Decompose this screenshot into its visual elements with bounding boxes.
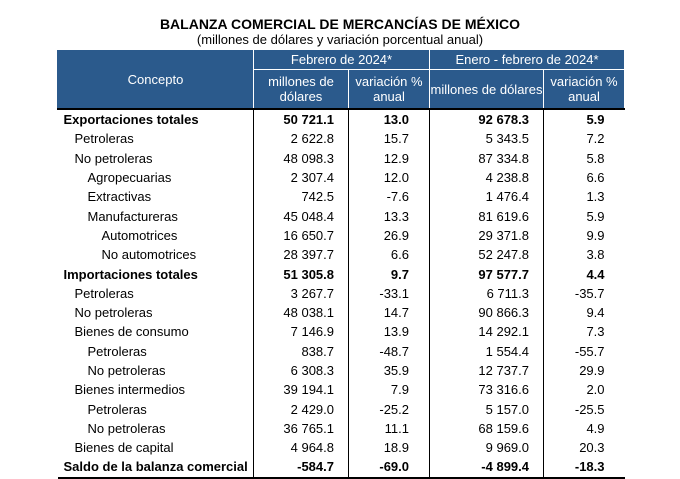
cell-value-janfeb: 5 157.0 xyxy=(430,399,544,418)
cell-value-janfeb: 4 238.8 xyxy=(430,168,544,187)
cell-value-janfeb: 92 678.3 xyxy=(430,109,544,129)
cell-value-janfeb: -4 899.4 xyxy=(430,457,544,477)
cell-value-feb: 6 308.3 xyxy=(254,361,349,380)
cell-pct-feb: -25.2 xyxy=(349,399,430,418)
table-row xyxy=(58,109,625,129)
cell-value-feb: 742.5 xyxy=(254,187,349,206)
cell-pct-feb: 9.7 xyxy=(349,264,430,283)
cell-value-janfeb: 81 619.6 xyxy=(430,206,544,225)
header-millones-2: millones de dólares xyxy=(430,70,544,110)
cell-pct-janfeb: 5.8 xyxy=(544,149,625,168)
table-row xyxy=(58,303,625,322)
cell-value-janfeb: 68 159.6 xyxy=(430,419,544,438)
cell-pct-janfeb: -18.3 xyxy=(544,457,625,477)
cell-pct-janfeb: 2.0 xyxy=(544,380,625,399)
cell-pct-feb: -48.7 xyxy=(349,342,430,361)
row-label: Agropecuarias xyxy=(87,170,172,186)
cell-value-feb: 2 429.0 xyxy=(254,399,349,418)
cell-pct-feb: 6.6 xyxy=(349,245,430,264)
cell-pct-janfeb: 9.9 xyxy=(544,226,625,245)
cell-value-feb: 4 964.8 xyxy=(254,438,349,457)
cell-value-feb: 48 038.1 xyxy=(254,303,349,322)
cell-pct-feb: 12.9 xyxy=(349,149,430,168)
header-millones-1: millones de dólares xyxy=(254,70,349,110)
header-variacion-1: variación % anual xyxy=(349,70,430,110)
cell-value-feb: 838.7 xyxy=(254,342,349,361)
cell-pct-janfeb: 1.3 xyxy=(544,187,625,206)
cell-value-janfeb: 1 554.4 xyxy=(430,342,544,361)
cell-pct-janfeb: 7.2 xyxy=(544,129,625,148)
cell-value-feb: 3 267.7 xyxy=(254,284,349,303)
cell-value-feb: -584.7 xyxy=(254,457,349,477)
table-row xyxy=(58,380,625,399)
row-label: Importaciones totales xyxy=(63,266,198,282)
cell-pct-janfeb: 4.4 xyxy=(544,264,625,283)
cell-value-janfeb: 97 577.7 xyxy=(430,264,544,283)
cell-value-janfeb: 14 292.1 xyxy=(430,322,544,341)
table-row xyxy=(58,438,625,457)
cell-value-feb: 50 721.1 xyxy=(254,109,349,129)
cell-value-janfeb: 6 711.3 xyxy=(430,284,544,303)
cell-value-feb: 36 765.1 xyxy=(254,419,349,438)
table-row xyxy=(58,264,625,283)
row-label: No petroleras xyxy=(87,420,166,436)
cell-pct-feb: 11.1 xyxy=(349,419,430,438)
row-label: Extractivas xyxy=(87,189,152,205)
cell-value-feb: 48 098.3 xyxy=(254,149,349,168)
table-row xyxy=(58,322,625,341)
cell-pct-janfeb: 3.8 xyxy=(544,245,625,264)
cell-value-janfeb: 29 371.8 xyxy=(430,226,544,245)
cell-pct-janfeb: 7.3 xyxy=(544,322,625,341)
table-row xyxy=(58,419,625,438)
row-label: Bienes de capital xyxy=(74,440,174,456)
cell-pct-janfeb: 5.9 xyxy=(544,109,625,129)
row-label: Petroleras xyxy=(74,131,134,147)
cell-value-janfeb: 5 343.5 xyxy=(430,129,544,148)
cell-value-feb: 2 622.8 xyxy=(254,129,349,148)
table-row xyxy=(58,187,625,206)
cell-value-feb: 16 650.7 xyxy=(254,226,349,245)
cell-pct-janfeb: 29.9 xyxy=(544,361,625,380)
table-row xyxy=(58,284,625,303)
table-row xyxy=(58,149,625,168)
cell-pct-feb: 13.9 xyxy=(349,322,430,341)
table-row xyxy=(58,226,625,245)
table-row xyxy=(58,245,625,264)
cell-pct-janfeb: 6.6 xyxy=(544,168,625,187)
cell-value-feb: 39 194.1 xyxy=(254,380,349,399)
row-label: Petroleras xyxy=(87,343,147,359)
cell-pct-feb: 13.3 xyxy=(349,206,430,225)
row-label: Petroleras xyxy=(87,401,147,417)
cell-pct-feb: 35.9 xyxy=(349,361,430,380)
cell-value-janfeb: 87 334.8 xyxy=(430,149,544,168)
header-period-february: Febrero de 2024* xyxy=(254,50,430,70)
cell-pct-feb: 13.0 xyxy=(349,109,430,129)
cell-value-feb: 28 397.7 xyxy=(254,245,349,264)
row-label: No petroleras xyxy=(74,305,153,321)
row-label: No petroleras xyxy=(87,363,166,378)
cell-pct-feb: 7.9 xyxy=(349,380,430,399)
cell-pct-feb: -7.6 xyxy=(349,187,430,206)
row-label: No automotrices xyxy=(101,247,197,263)
cell-value-janfeb: 73 316.6 xyxy=(430,380,544,399)
table-row xyxy=(58,342,625,361)
row-label: Bienes intermedios xyxy=(74,382,186,398)
cell-value-feb: 7 146.9 xyxy=(254,322,349,341)
cell-pct-feb: 18.9 xyxy=(349,438,430,457)
cell-value-janfeb: 52 247.8 xyxy=(430,245,544,264)
row-label: Manufactureras xyxy=(87,208,178,224)
cell-pct-janfeb: 9.4 xyxy=(544,303,625,322)
row-label: Petroleras xyxy=(74,285,134,301)
row-label: Saldo de la balanza comercial xyxy=(58,457,254,477)
table-row xyxy=(58,129,625,148)
header-variacion-2: variación % anual xyxy=(544,70,625,110)
table-title: BALANZA COMERCIAL DE MERCANCÍAS DE MÉXICO xyxy=(159,16,521,32)
cell-pct-feb: 26.9 xyxy=(349,226,430,245)
row-label: Automotrices xyxy=(101,227,178,243)
header-concepto: Concepto xyxy=(58,50,254,110)
table-row xyxy=(58,168,625,187)
table-row xyxy=(58,399,625,418)
row-label: Exportaciones totales xyxy=(58,109,254,129)
cell-pct-janfeb: 5.9 xyxy=(544,206,625,225)
cell-pct-janfeb: 20.3 xyxy=(544,438,625,457)
cell-value-feb: 45 048.4 xyxy=(254,206,349,225)
cell-pct-feb: 15.7 xyxy=(349,129,430,148)
cell-value-janfeb: 90 866.3 xyxy=(430,303,544,322)
header-period-jan-feb: Enero - febrero de 2024* xyxy=(430,50,625,70)
cell-pct-janfeb: -25.5 xyxy=(544,399,625,418)
cell-pct-janfeb: 4.9 xyxy=(544,419,625,438)
cell-pct-janfeb: -35.7 xyxy=(544,284,625,303)
row-label: Bienes de consumo xyxy=(74,324,189,340)
cell-pct-feb: -69.0 xyxy=(349,457,430,477)
cell-value-feb: 2 307.4 xyxy=(254,168,349,187)
cell-value-janfeb: 1 476.4 xyxy=(430,187,544,206)
table-row xyxy=(58,206,625,225)
table-subtitle: (millones de dólares y variación porcentual anual) xyxy=(196,32,484,47)
cell-pct-feb: -33.1 xyxy=(349,284,430,303)
table-row xyxy=(58,457,625,477)
cell-value-janfeb: 12 737.7 xyxy=(430,361,544,380)
row-label: No petroleras xyxy=(74,150,153,166)
trade-balance-table xyxy=(57,49,625,479)
cell-pct-janfeb: -55.7 xyxy=(544,342,625,361)
cell-pct-feb: 14.7 xyxy=(349,303,430,322)
cell-value-janfeb: 9 969.0 xyxy=(430,438,544,457)
cell-pct-feb: 12.0 xyxy=(349,168,430,187)
table-row xyxy=(58,361,625,380)
cell-value-feb: 51 305.8 xyxy=(254,264,349,283)
